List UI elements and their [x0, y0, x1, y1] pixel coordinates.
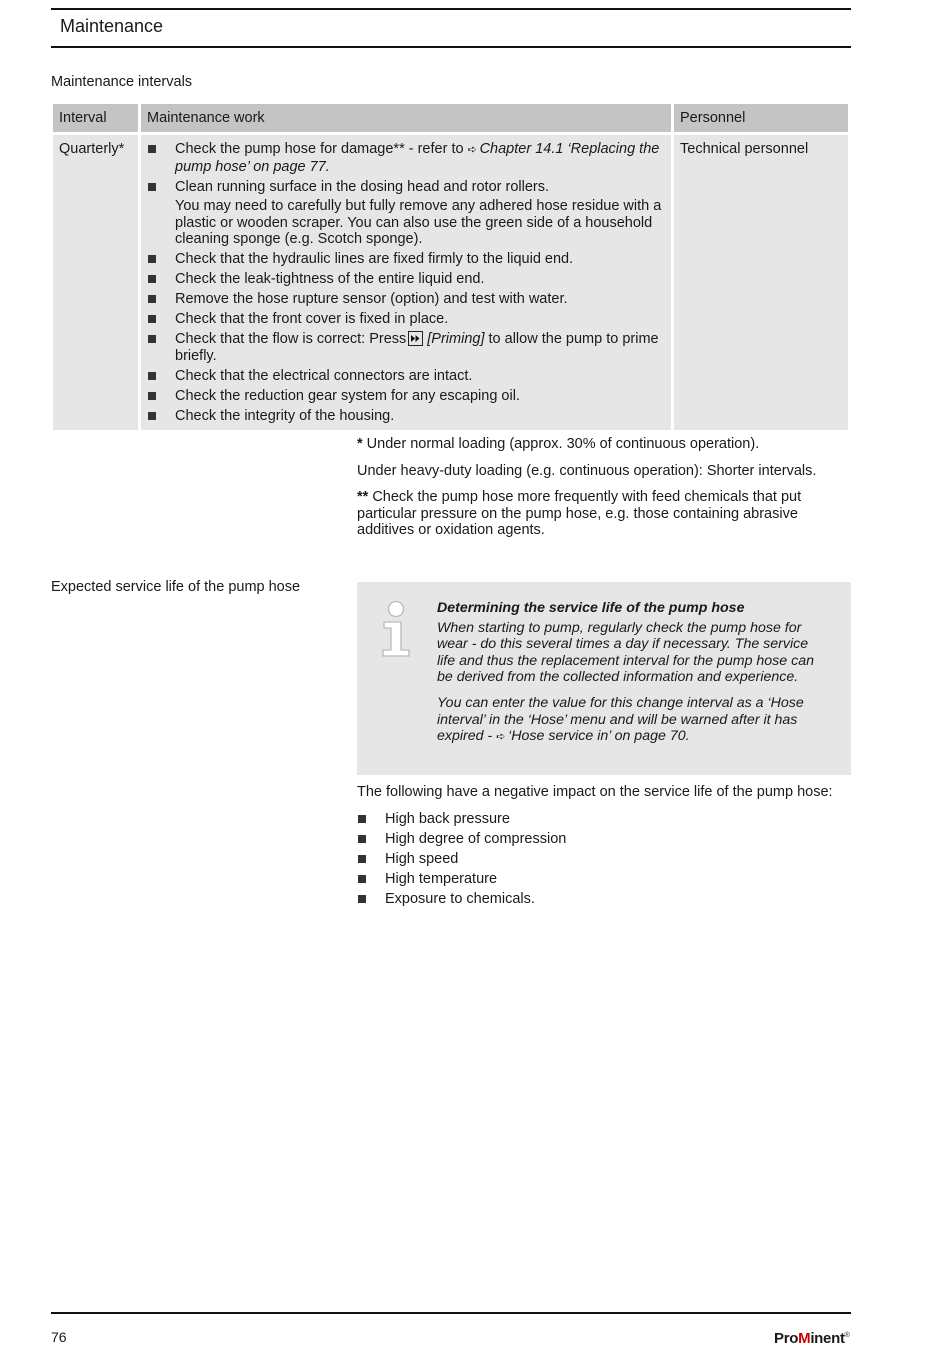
list-item: Check the integrity of the housing.	[147, 408, 665, 425]
list-item: Check that the hydraulic lines are fixed firmly to the liquid end.	[147, 251, 665, 268]
info-paragraph: You can enter the value for this change interval as a ‘Hose interval’ in the ‘Hose’ menu and will be warned after it has expired - ➪ ‘Hose service in’ on page 70.	[437, 694, 804, 745]
section-heading-intervals: Maintenance intervals	[51, 74, 193, 90]
header-interval: Interval	[53, 104, 138, 132]
footnote-normal-loading: * Under normal loading (approx. 30% of continuous operation).	[357, 436, 760, 452]
footnote-heavy-loading: Under heavy-duty loading (e.g. continuous operation): Shorter intervals.	[357, 462, 817, 479]
priming-key: [Priming]	[427, 331, 485, 347]
bullet-icon	[148, 392, 156, 400]
header-personnel: Personnel	[674, 104, 848, 132]
bullet-icon	[148, 372, 156, 380]
info-paragraph: When starting to pump, regularly check the pump hose for wear - do this several times a day if necessary. The service life and thus the replacement interval for the pump hose can be derived from the collected information and experience.	[437, 619, 814, 686]
list-item-subtext: You may need to carefully but fully remove any adhered hose residue with a plastic or wooden scraper. You can also use the green side of a household cleaning sponge (e.g. Scotch sponge).	[175, 198, 662, 247]
list-item: Check the pump hose for damage** - refer to ➪ Chapter 14.1 ‘Replacing the pump hose’ on page 77.	[147, 141, 665, 175]
bullet-icon	[148, 275, 156, 283]
bullet-icon	[148, 315, 156, 323]
list-item: Remove the hose rupture sensor (option) and test with water.	[147, 291, 665, 308]
reference-arrow-icon: ➪	[496, 731, 506, 744]
bullet-icon	[148, 145, 156, 153]
title-underline	[51, 46, 851, 48]
maintenance-table	[50, 101, 851, 433]
list-item: Check the reduction gear system for any escaping oil.	[147, 388, 665, 405]
footer-rule	[51, 1312, 851, 1314]
bullet-icon	[148, 335, 156, 343]
info-title: Determining the service life of the pump hose	[437, 600, 745, 616]
work-list	[147, 141, 665, 424]
bullet-icon	[148, 255, 156, 263]
header-maintenance-work: Maintenance work	[141, 104, 671, 132]
list-item: Clean running surface in the dosing head and rotor rollers. You may need to carefully but fully remove any adhered hose residue with a plastic or wooden scraper. You can also use the green side of a household cleaning sponge (e.g. Scotch sponge).	[147, 179, 665, 248]
list-item: Check that the flow is correct: Press [Priming] to allow the pump to prime briefly.	[147, 331, 665, 364]
info-box	[357, 582, 851, 775]
bullet-icon	[148, 295, 156, 303]
list-item: High temperature	[357, 871, 837, 888]
bullet-icon	[358, 875, 366, 883]
hose-service-link[interactable]: ‘Hose service in’ on page 70.	[508, 728, 690, 745]
top-rule	[51, 8, 851, 10]
info-icon	[379, 600, 413, 663]
interval-cell: Quarterly*	[53, 135, 138, 430]
list-item: High back pressure	[357, 811, 837, 828]
list-item: Check that the electrical connectors are intact.	[147, 368, 665, 385]
list-item: Exposure to chemicals.	[357, 891, 837, 908]
footnote-pump-hose: ** Check the pump hose more frequently with feed chemicals that put particular pressure on the pump hose, e.g. those containing abrasive additives or oxidation agents.	[357, 489, 802, 538]
bullet-icon	[358, 835, 366, 843]
reference-arrow-icon: ➪	[467, 144, 477, 156]
table-footnotes	[357, 436, 847, 549]
section-heading-service-life: Expected service life of the pump hose	[51, 579, 301, 595]
table-row	[53, 135, 848, 430]
list-item: Check the leak-tightness of the entire liquid end.	[147, 271, 665, 288]
fast-forward-icon	[408, 331, 423, 346]
table-header-row	[53, 104, 848, 132]
chapter-link[interactable]: Chapter 14.1 ‘Replacing the pump hose’ on page 77.	[175, 141, 660, 175]
bullet-icon	[148, 183, 156, 191]
page-number: 76	[51, 1329, 67, 1345]
impact-list	[357, 811, 837, 911]
bullet-icon	[358, 895, 366, 903]
list-item: High degree of compression	[357, 831, 837, 848]
prominent-logo: ProMinent®	[774, 1330, 850, 1347]
info-text	[437, 600, 827, 755]
personnel-cell: Technical personnel	[674, 135, 848, 430]
bullet-icon	[358, 855, 366, 863]
bullet-icon	[358, 815, 366, 823]
work-cell	[141, 135, 671, 430]
impact-intro: The following have a negative impact on the service life of the pump hose:	[357, 784, 833, 800]
list-item: High speed	[357, 851, 837, 868]
chapter-title: Maintenance	[60, 16, 164, 36]
list-item: Check that the front cover is fixed in place.	[147, 311, 665, 328]
bullet-icon	[148, 412, 156, 420]
